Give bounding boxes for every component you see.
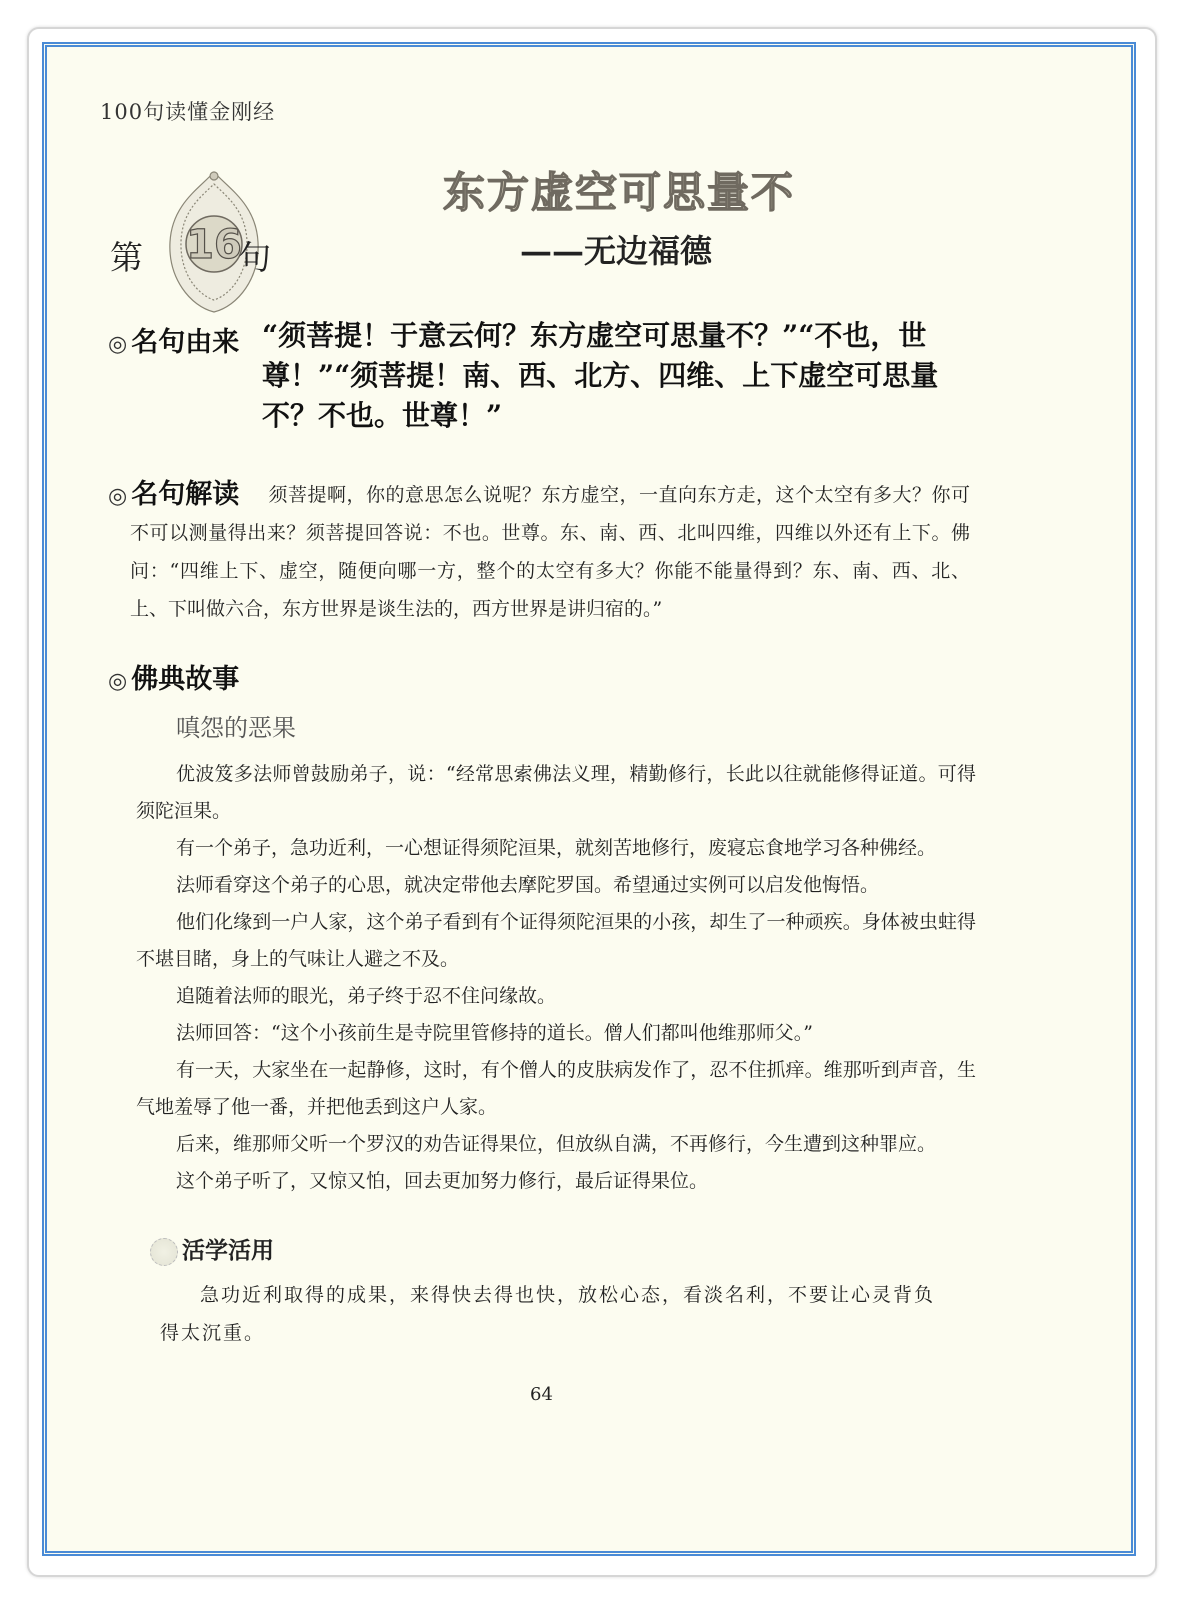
section-reading-label: 名句解读: [131, 479, 240, 510]
chapter-number: 16: [186, 222, 242, 268]
story-title: 嗔怨的恶果: [176, 714, 296, 742]
chapter-suffix: 句: [238, 238, 271, 277]
famous-quote: “须菩提！于意云何？东方虚空可思量不？”“不也，世尊！”“须菩提！南、西、北方、四维、上下虚空可思量不？不也。世尊！”: [262, 319, 939, 432]
circle-icon: [150, 1238, 178, 1266]
reading-text: 须菩提啊，你的意思怎么说呢？东方虚空，一直向东方走，这个太空有多大？你可不可以测量得出来？须菩提回答说：不也。世尊。东、南、西、北叫四维，四维以外还有上下。佛问：“四维上下、虚空，随便向哪一方，整个的太空有多大？你能不能量得到？东、南、西、北、上、下叫做六合，东方世界是谈生法的，西方世界是讲归宿的。”: [130, 484, 970, 620]
section-story-heading: [108, 657, 239, 696]
apply-text: 急功近利取得的成果，来得快去得也快，放松心态，看淡名利，不要让心灵背负得太沉重。: [160, 1284, 936, 1344]
story-paragraph: 法师回答：“这个小孩前生是寺院里管修持的道长。僧人们都叫他维那师父。”: [176, 1022, 813, 1044]
story-paragraph: 有一天，大家坐在一起静修，这时，有个僧人的皮肤病发作了，忍不住抓痒。维那听到声音，生气地羞辱了他一番，并把他丢到这户人家。: [136, 1059, 976, 1118]
book-title: 100句读懂金刚经: [100, 100, 276, 124]
section-origin-heading: [108, 320, 239, 359]
section-story-label: 佛典故事: [131, 664, 240, 695]
story-paragraph: 有一个弟子，急功近利，一心想证得须陀洹果，就刻苦地修行，废寝忘食地学习各种佛经。: [176, 837, 937, 859]
chapter-subtitle: ——无边福德: [520, 232, 713, 270]
reading-paragraph: [130, 476, 970, 628]
page-number: 64: [530, 1384, 553, 1405]
story-paragraph: 这个弟子听了，又惊又怕，回去更加努力修行，最后证得果位。: [176, 1170, 709, 1192]
story-paragraph: 追随着法师的眼光，弟子终于忍不住问缘故。: [176, 985, 557, 1007]
bullseye-icon: ◎: [108, 669, 128, 694]
story-paragraph: 后来，维那师父听一个罗汉的劝告证得果位，但放纵自满，不再修行，今生遭到这种罪应。: [176, 1133, 937, 1155]
story-paragraph: 他们化缘到一户人家，这个弟子看到有个证得须陀洹果的小孩，却生了一种顽疾。身体被虫蛀得不堪目睹，身上的气味让人避之不及。: [136, 911, 976, 970]
story-paragraph: 法师看穿这个弟子的心思，就决定带他去摩陀罗国。希望通过实例可以启发他悔悟。: [176, 874, 880, 896]
bullseye-icon: ◎: [108, 484, 128, 509]
section-origin-label: 名句由来: [131, 327, 240, 358]
chapter-title: 东方虚空可思量不: [442, 168, 795, 217]
story-body: [136, 756, 976, 1200]
chapter-prefix: 第: [110, 238, 143, 277]
section-apply-label: 活学活用: [182, 1238, 274, 1264]
apply-paragraph: [160, 1276, 950, 1352]
story-paragraph: 优波笈多法师曾鼓励弟子，说：“经常思索佛法义理，精勤修行，长此以往就能修得证道。可得须陀洹果。: [136, 763, 976, 822]
bullseye-icon: ◎: [108, 332, 128, 357]
section-apply-heading: [150, 1232, 274, 1266]
